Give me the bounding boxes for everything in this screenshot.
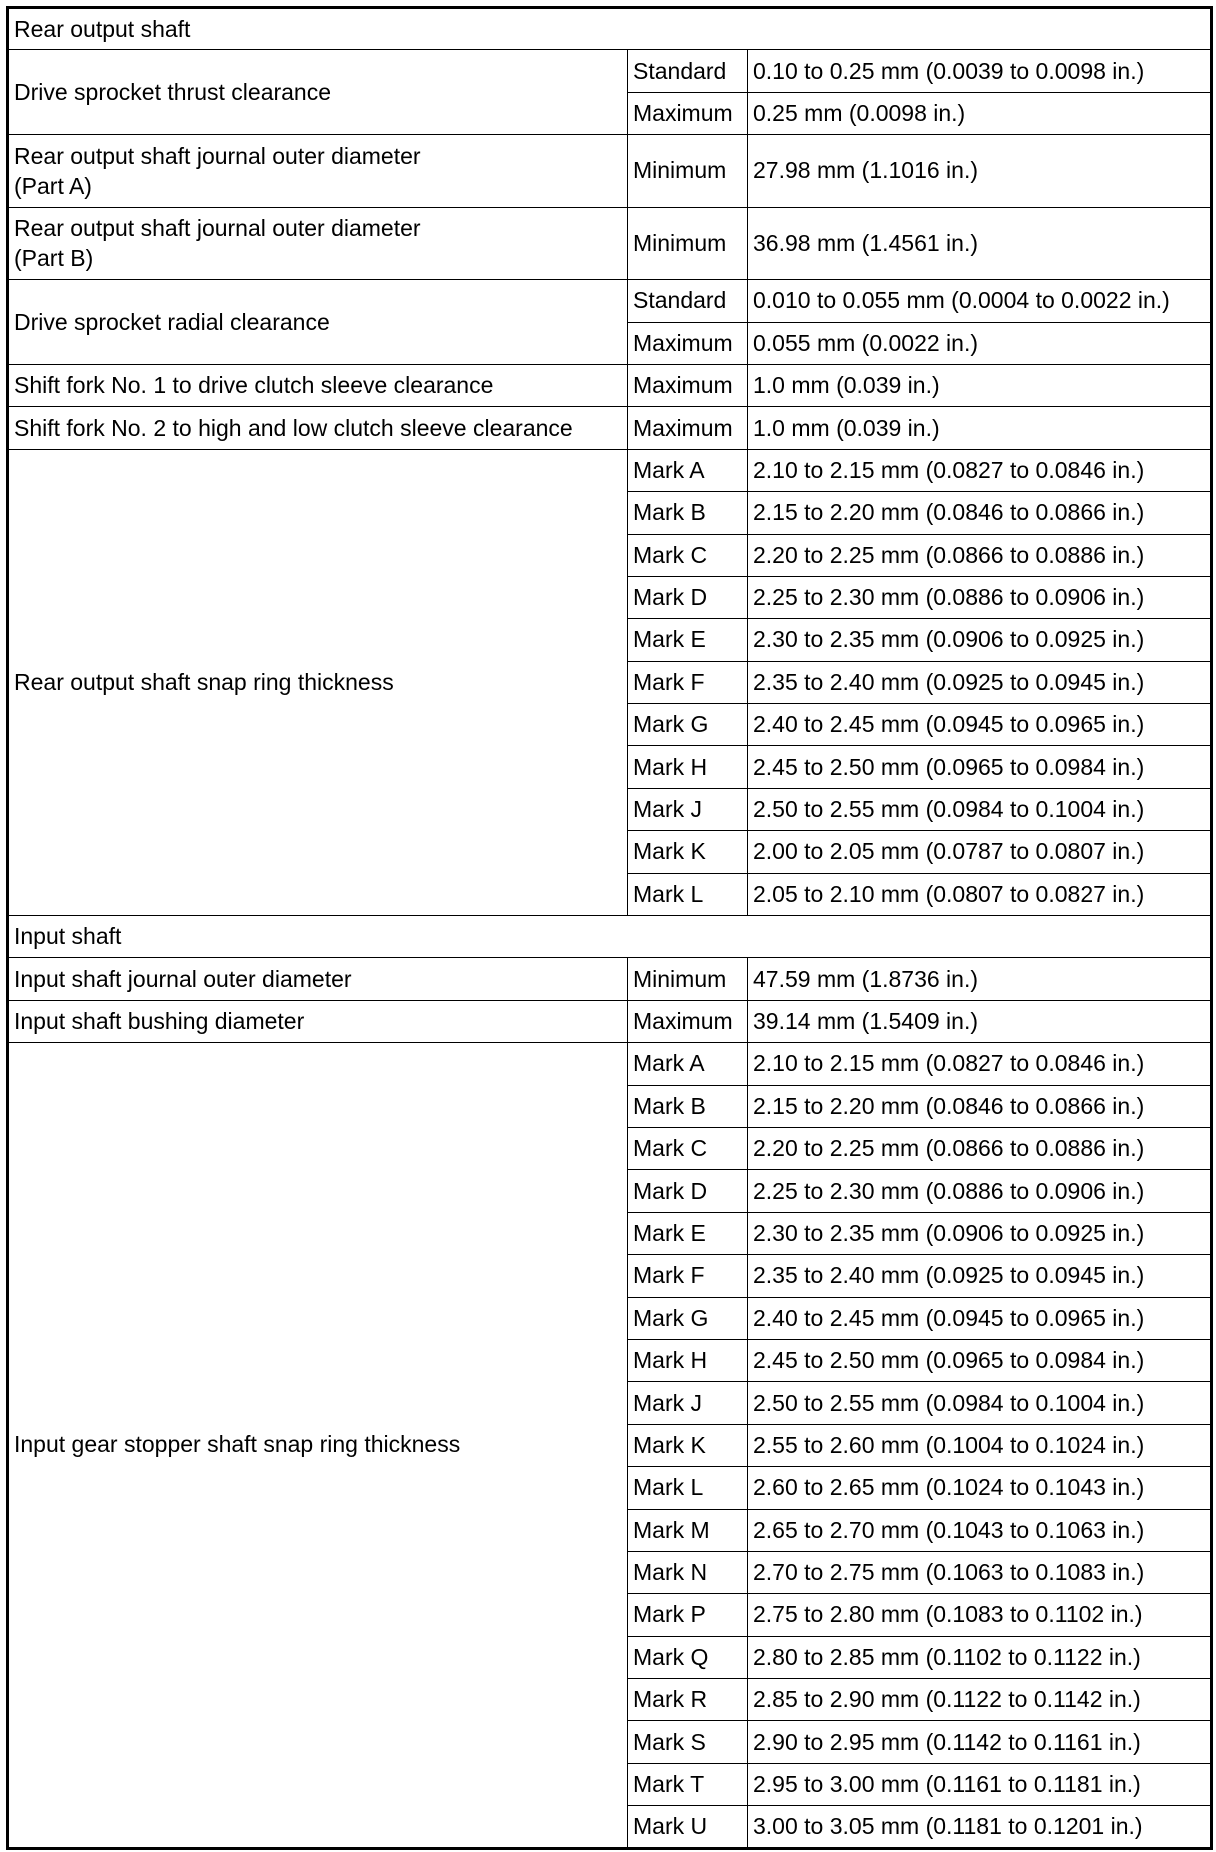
mark-value: 2.25 to 2.30 mm (0.0886 to 0.0906 in.) (748, 1170, 1212, 1212)
mark-value: 2.30 to 2.35 mm (0.0906 to 0.0925 in.) (748, 1212, 1212, 1254)
mark-value: 2.35 to 2.40 mm (0.0925 to 0.0945 in.) (748, 661, 1212, 703)
item-line: Rear output shaft journal outer diameter (14, 215, 421, 242)
item-line: Rear output shaft journal outer diameter (14, 142, 421, 169)
mark-value: 3.00 to 3.05 mm (0.1181 to 0.1201 in.) (748, 1806, 1212, 1848)
table-row (8, 280, 1212, 322)
mark-label: Mark F (628, 661, 748, 703)
mark-value: 2.65 to 2.70 mm (0.1043 to 0.1063 in.) (748, 1509, 1212, 1551)
mark-label: Mark U (628, 1806, 748, 1848)
mark-label: Mark R (628, 1679, 748, 1721)
table-row (8, 916, 1212, 958)
table-row (8, 1000, 1212, 1042)
table-row (8, 364, 1212, 406)
item-line: (Part A) (14, 172, 92, 199)
mark-label: Mark P (628, 1594, 748, 1636)
mark-value: 2.40 to 2.45 mm (0.0945 to 0.0965 in.) (748, 704, 1212, 746)
spec-label: Maximum (628, 407, 748, 449)
item-drive-sprocket-radial-clearance: Drive sprocket radial clearance (8, 280, 628, 365)
spec-label: Minimum (628, 135, 748, 208)
mark-label: Mark G (628, 704, 748, 746)
mark-value: 2.00 to 2.05 mm (0.0787 to 0.0807 in.) (748, 831, 1212, 873)
mark-value: 2.15 to 2.20 mm (0.0846 to 0.0866 in.) (748, 1085, 1212, 1127)
table-row (8, 407, 1212, 449)
spec-label: Maximum (628, 364, 748, 406)
mark-label: Mark Q (628, 1636, 748, 1678)
item-input-shaft-bushing-diameter: Input shaft bushing diameter (8, 1000, 628, 1042)
mark-value: 2.10 to 2.15 mm (0.0827 to 0.0846 in.) (748, 1043, 1212, 1085)
spec-value: 1.0 mm (0.039 in.) (748, 407, 1212, 449)
spec-value: 1.0 mm (0.039 in.) (748, 364, 1212, 406)
mark-label: Mark T (628, 1763, 748, 1805)
spec-value: 0.25 mm (0.0098 in.) (748, 92, 1212, 134)
mark-value: 2.50 to 2.55 mm (0.0984 to 0.1004 in.) (748, 788, 1212, 830)
mark-value: 2.70 to 2.75 mm (0.1063 to 0.1083 in.) (748, 1551, 1212, 1593)
mark-value: 2.35 to 2.40 mm (0.0925 to 0.0945 in.) (748, 1255, 1212, 1297)
table-row (8, 207, 1212, 280)
spec-value: 39.14 mm (1.5409 in.) (748, 1000, 1212, 1042)
mark-value: 2.75 to 2.80 mm (0.1083 to 0.1102 in.) (748, 1594, 1212, 1636)
mark-value: 2.10 to 2.15 mm (0.0827 to 0.0846 in.) (748, 449, 1212, 491)
mark-label: Mark H (628, 1339, 748, 1381)
mark-label: Mark C (628, 1127, 748, 1169)
mark-value: 2.80 to 2.85 mm (0.1102 to 0.1122 in.) (748, 1636, 1212, 1678)
spec-label: Standard (628, 50, 748, 92)
mark-value: 2.25 to 2.30 mm (0.0886 to 0.0906 in.) (748, 576, 1212, 618)
mark-label: Mark A (628, 1043, 748, 1085)
section-title-rear-output-shaft: Rear output shaft (8, 8, 1212, 50)
mark-value: 2.20 to 2.25 mm (0.0866 to 0.0886 in.) (748, 1127, 1212, 1169)
mark-value: 2.50 to 2.55 mm (0.0984 to 0.1004 in.) (748, 1382, 1212, 1424)
mark-label: Mark D (628, 576, 748, 618)
mark-label: Mark M (628, 1509, 748, 1551)
spec-label: Minimum (628, 958, 748, 1000)
mark-value: 2.40 to 2.45 mm (0.0945 to 0.0965 in.) (748, 1297, 1212, 1339)
mark-value: 2.15 to 2.20 mm (0.0846 to 0.0866 in.) (748, 492, 1212, 534)
spec-label: Maximum (628, 1000, 748, 1042)
spec-value: 0.055 mm (0.0022 in.) (748, 322, 1212, 364)
mark-label: Mark F (628, 1255, 748, 1297)
mark-label: Mark L (628, 1467, 748, 1509)
spec-label: Maximum (628, 322, 748, 364)
table-row (8, 958, 1212, 1000)
mark-label: Mark J (628, 788, 748, 830)
mark-value: 2.60 to 2.65 mm (0.1024 to 0.1043 in.) (748, 1467, 1212, 1509)
spec-label: Maximum (628, 92, 748, 134)
mark-label: Mark K (628, 1424, 748, 1466)
mark-value: 2.85 to 2.90 mm (0.1122 to 0.1142 in.) (748, 1679, 1212, 1721)
mark-label: Mark K (628, 831, 748, 873)
mark-label: Mark E (628, 619, 748, 661)
mark-value: 2.55 to 2.60 mm (0.1004 to 0.1024 in.) (748, 1424, 1212, 1466)
section-title-input-shaft: Input shaft (8, 916, 1212, 958)
mark-label: Mark L (628, 873, 748, 915)
mark-value: 2.95 to 3.00 mm (0.1161 to 0.1181 in.) (748, 1763, 1212, 1805)
mark-value: 2.20 to 2.25 mm (0.0866 to 0.0886 in.) (748, 534, 1212, 576)
item-input-gear-stopper-snap-ring-thickness: Input gear stopper shaft snap ring thickness (8, 1043, 628, 1848)
spec-value: 0.10 to 0.25 mm (0.0039 to 0.0098 in.) (748, 50, 1212, 92)
mark-label: Mark H (628, 746, 748, 788)
mark-value: 2.30 to 2.35 mm (0.0906 to 0.0925 in.) (748, 619, 1212, 661)
spec-value: 0.010 to 0.055 mm (0.0004 to 0.0022 in.) (748, 280, 1212, 322)
item-input-shaft-journal-outer-diameter: Input shaft journal outer diameter (8, 958, 628, 1000)
item-rear-output-shaft-journal-part-b (8, 207, 628, 280)
mark-label: Mark D (628, 1170, 748, 1212)
mark-label: Mark C (628, 534, 748, 576)
spec-label: Minimum (628, 207, 748, 280)
spec-value: 27.98 mm (1.1016 in.) (748, 135, 1212, 208)
spec-value: 36.98 mm (1.4561 in.) (748, 207, 1212, 280)
mark-label: Mark B (628, 1085, 748, 1127)
mark-value: 2.90 to 2.95 mm (0.1142 to 0.1161 in.) (748, 1721, 1212, 1763)
item-rear-output-shaft-snap-ring-thickness: Rear output shaft snap ring thickness (8, 449, 628, 915)
mark-value: 2.05 to 2.10 mm (0.0807 to 0.0827 in.) (748, 873, 1212, 915)
spec-label: Standard (628, 280, 748, 322)
mark-value: 2.45 to 2.50 mm (0.0965 to 0.0984 in.) (748, 1339, 1212, 1381)
mark-label: Mark S (628, 1721, 748, 1763)
mark-label: Mark G (628, 1297, 748, 1339)
mark-label: Mark N (628, 1551, 748, 1593)
section-row (8, 8, 1212, 50)
table-row (8, 1043, 1212, 1085)
mark-value: 2.45 to 2.50 mm (0.0965 to 0.0984 in.) (748, 746, 1212, 788)
mark-label: Mark J (628, 1382, 748, 1424)
item-shift-fork-2-clearance: Shift fork No. 2 to high and low clutch sleeve clearance (8, 407, 628, 449)
table-row (8, 50, 1212, 92)
spec-value: 47.59 mm (1.8736 in.) (748, 958, 1212, 1000)
mark-label: Mark E (628, 1212, 748, 1254)
table-row (8, 449, 1212, 491)
item-line: (Part B) (14, 245, 94, 272)
item-drive-sprocket-thrust-clearance: Drive sprocket thrust clearance (8, 50, 628, 135)
table-row (8, 135, 1212, 208)
mark-label: Mark B (628, 492, 748, 534)
item-rear-output-shaft-journal-part-a (8, 135, 628, 208)
item-shift-fork-1-clearance: Shift fork No. 1 to drive clutch sleeve clearance (8, 364, 628, 406)
spec-table (6, 6, 1213, 1850)
mark-label: Mark A (628, 449, 748, 491)
